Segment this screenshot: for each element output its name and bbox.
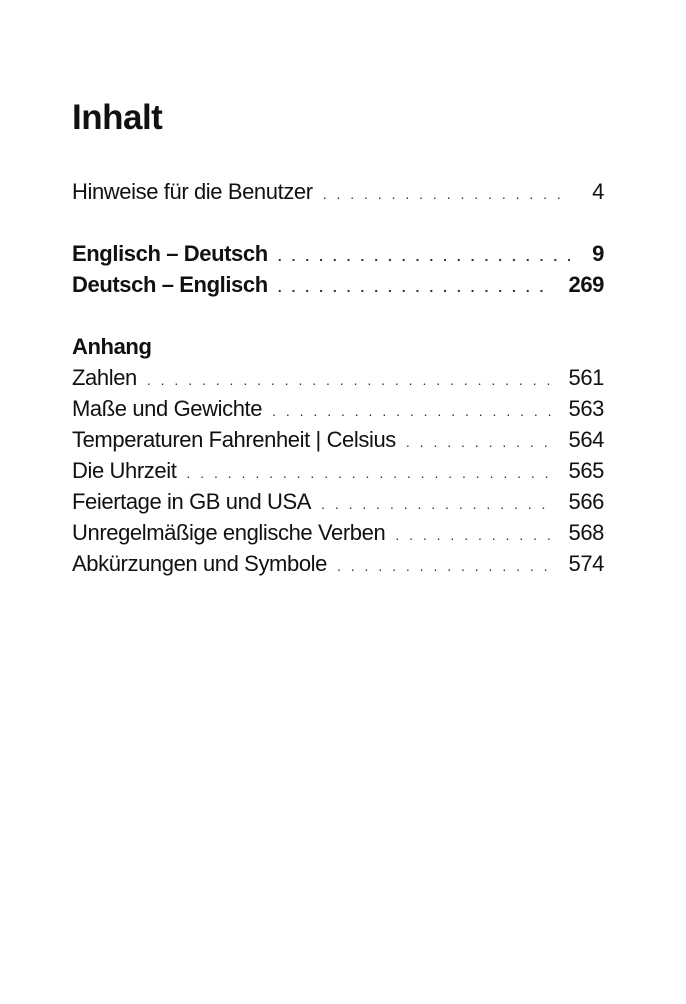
toc-entry-deutsch-englisch[interactable] [72, 269, 604, 300]
toc-entry-page: 269 [568, 272, 604, 297]
toc-entry-label: Zahlen [72, 365, 137, 390]
dot-leader [272, 396, 554, 427]
toc-entry-hinweise[interactable] [72, 176, 604, 207]
toc-entry-masse-gewichte[interactable] [72, 393, 604, 424]
toc-entry-uhrzeit[interactable] [72, 455, 604, 486]
dot-leader [323, 179, 570, 210]
dot-leader [395, 520, 554, 551]
toc-entry-label: Feiertage in GB und USA [72, 489, 312, 514]
toc-entry-label: Abkürzungen und Symbole [72, 551, 327, 576]
toc-entry-englisch-deutsch[interactable] [72, 238, 604, 269]
toc-entry-feiertage[interactable] [72, 486, 604, 517]
toc-entry-page: 574 [568, 551, 604, 576]
toc-entry-label: Deutsch – Englisch [72, 272, 268, 297]
toc-entry-page: 568 [568, 520, 604, 545]
toc-entry-label: Hinweise für die Benutzer [72, 179, 313, 204]
toc-entry-abkuerzungen[interactable] [72, 548, 604, 579]
page-title: Inhalt [72, 98, 163, 137]
toc-entry-zahlen[interactable] [72, 362, 604, 393]
dot-leader [186, 458, 554, 489]
toc-entry-page: 565 [568, 458, 604, 483]
toc-entry-page: 566 [568, 489, 604, 514]
section-heading-anhang: Anhang [72, 334, 152, 359]
dot-leader [278, 272, 555, 303]
toc-entry-page: 9 [592, 241, 604, 266]
toc-entry-temperaturen[interactable] [72, 424, 604, 455]
toc-entry-page: 561 [568, 365, 604, 390]
toc-entry-verben[interactable] [72, 517, 604, 548]
dot-leader [278, 241, 570, 272]
toc-entry-label: Englisch – Deutsch [72, 241, 268, 266]
dot-leader [406, 427, 555, 458]
table-of-contents [72, 96, 604, 579]
toc-entry-page: 564 [568, 427, 604, 452]
toc-entry-page: 4 [592, 179, 604, 204]
spacer [72, 140, 604, 176]
toc-entry-label: Die Uhrzeit [72, 458, 177, 483]
dot-leader [337, 551, 555, 582]
toc-entry-label: Unregelmäßige englische Verben [72, 520, 386, 545]
spacer [72, 207, 604, 238]
toc-entry-page: 563 [568, 396, 604, 421]
dot-leader [147, 365, 555, 396]
dot-leader [321, 489, 554, 520]
toc-entry-label: Temperaturen Fahrenheit | Celsius [72, 427, 396, 452]
toc-entry-label: Maße und Gewichte [72, 396, 263, 421]
spacer [72, 300, 604, 331]
